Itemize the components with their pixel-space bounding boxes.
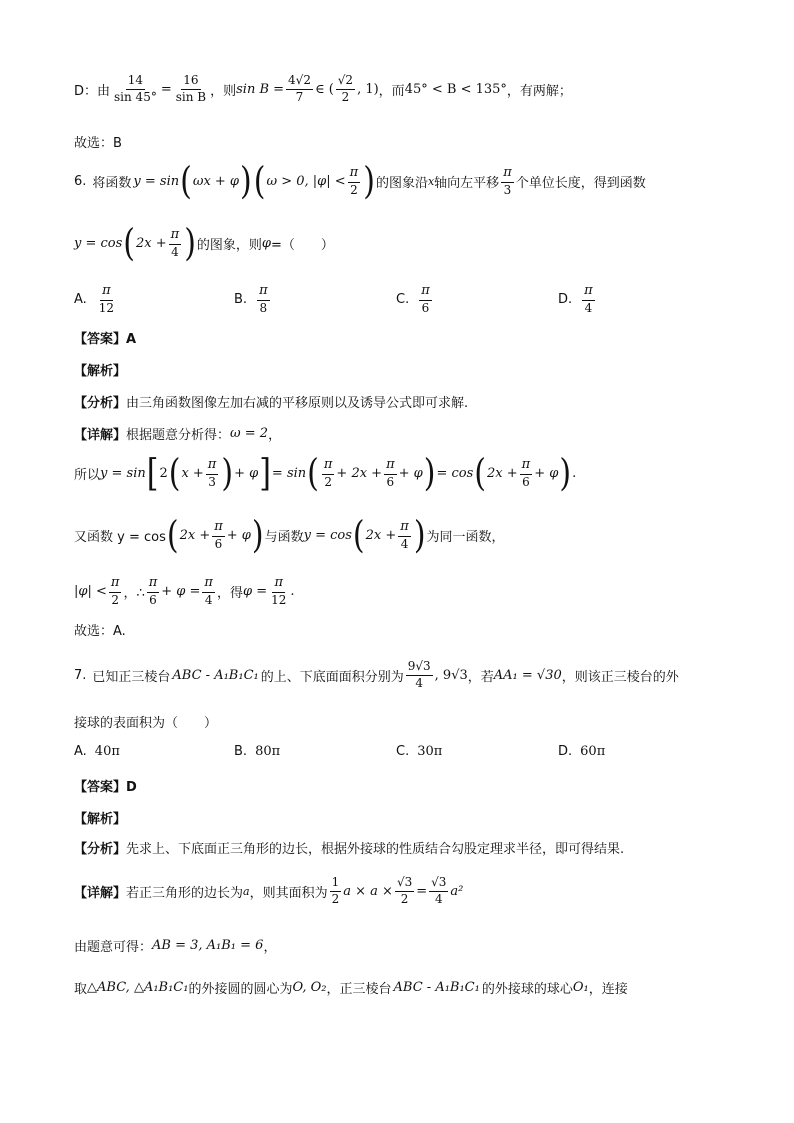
math: 45° < B < 135°	[404, 81, 507, 97]
option-label: A.	[74, 744, 87, 759]
fraction	[286, 74, 313, 105]
question-7-line-1	[74, 660, 679, 691]
numerator: 16	[181, 74, 200, 90]
math: y = cos	[74, 236, 123, 252]
numerator: √3	[429, 876, 448, 892]
option-value: 40π	[94, 744, 120, 759]
question-6-line-2: y = cos ( 2x + $\frac{\pi}{4}$ ) 的图象，则 φ =（ ）	[74, 221, 334, 266]
math: ∈ (	[314, 81, 334, 97]
math: ωx + φ	[192, 174, 240, 190]
math: y = sin	[133, 174, 180, 190]
text: 的上、下底面面积分别为	[260, 669, 404, 685]
text: D：由	[74, 83, 111, 99]
denominator: 3	[503, 182, 512, 197]
math: △ABC, △A₁B₁C₁	[87, 980, 189, 995]
text: 与函数	[264, 530, 304, 546]
option-c[interactable]	[396, 744, 442, 759]
numerator: π	[348, 166, 361, 183]
math: y = sin	[100, 466, 146, 482]
math: ABC - A₁B₁C₁	[393, 980, 480, 995]
math: a	[243, 884, 250, 898]
numerator: √2	[336, 74, 355, 90]
fraction	[202, 576, 215, 608]
analysis-tag: 【解析】	[74, 812, 127, 827]
math: + φ =	[161, 584, 201, 600]
denominator: 2	[111, 592, 119, 607]
math: =	[416, 883, 428, 899]
math: + φ	[226, 528, 251, 544]
fraction	[147, 576, 160, 608]
denominator: 6	[421, 300, 430, 315]
option-d[interactable]	[558, 744, 605, 759]
numerator: π	[100, 284, 113, 301]
answer-tag: 【答案】D	[74, 780, 137, 795]
option-label: C.	[396, 292, 410, 308]
math: x +	[181, 466, 204, 482]
fraction	[257, 284, 270, 316]
question-number: 6.	[74, 174, 87, 190]
fraction	[406, 660, 433, 691]
answer-6	[74, 328, 136, 347]
fenxi-7	[74, 838, 624, 857]
math: AB = 3, A₁B₁ = 6	[152, 938, 264, 953]
text: 的图象沿	[375, 176, 428, 192]
denominator: 2	[331, 891, 340, 906]
fraction	[336, 74, 355, 105]
denominator: 3	[208, 474, 216, 489]
math: = sin	[271, 466, 307, 482]
text: ，连接	[588, 982, 628, 997]
text: 已知正三棱台	[92, 669, 171, 685]
numerator: π	[582, 284, 595, 301]
math: 2x +	[179, 528, 211, 544]
math: a²	[450, 883, 464, 899]
denominator: 4	[415, 675, 424, 690]
text: 取	[74, 982, 88, 997]
denominator: 6	[149, 592, 157, 607]
numerator: π	[147, 576, 160, 593]
step-1: 所以 y = sin [ 2 ( x + $\frac{\pi}{3}$ ) + φ ] = sin ( $\frac{\pi}{2}$ + 2x + $\frac{\pi}{6}$ + φ ) = cos ( 2x + $\frac{\pi}{6}$ + φ ) .	[74, 451, 577, 496]
text: 接球的表面积为（ ）	[74, 716, 218, 731]
numerator: π	[257, 284, 270, 301]
numerator: π	[501, 166, 514, 183]
answer-choice-5	[74, 132, 122, 151]
denominator: 8	[259, 300, 268, 315]
math: , 9√3	[434, 667, 468, 683]
fraction	[520, 458, 533, 490]
text: 的外接圆的圆心为	[188, 982, 293, 997]
answer-choice-6	[74, 620, 126, 639]
analysis-7	[74, 808, 126, 827]
numerator: 4√2	[286, 74, 313, 90]
fenxi-6	[74, 392, 468, 411]
text: 又函数 y = cos	[74, 530, 166, 546]
text: 先求上、下底面正三角形的边长，根据外接球的性质结合勾股定理求半径，即可得结果.	[126, 842, 625, 857]
option-label: B.	[234, 292, 248, 308]
option-a[interactable]	[74, 744, 120, 759]
text: 个单位长度，得到函数	[515, 176, 646, 192]
option-label: D.	[558, 292, 573, 308]
denominator: 12	[98, 300, 115, 315]
text: ，	[268, 428, 282, 443]
text: 根据题意分析得：	[126, 428, 231, 443]
math: 2x +	[365, 528, 397, 544]
math: x	[427, 175, 435, 189]
step-3	[74, 576, 295, 608]
option-a[interactable]	[74, 284, 118, 316]
numerator: √3	[395, 876, 414, 892]
fraction	[212, 520, 225, 552]
line-9	[74, 978, 628, 997]
fraction	[269, 576, 288, 608]
question-6-line-1: 6. 将函数 y = sin ( ωx + φ ) ( ω > 0, |φ| < $\frac{\pi}{2}$ ) 的图象沿 x 轴向左平移 $\frac{\pi}{3}$ 个单位长度，得到函数	[74, 159, 646, 204]
fraction	[174, 74, 208, 105]
numerator: π	[419, 284, 432, 301]
text: ，得	[216, 586, 243, 602]
fraction	[384, 458, 397, 490]
section-tag: 【分析】	[74, 842, 127, 857]
numerator: π	[398, 520, 411, 537]
math: .	[572, 466, 577, 482]
math: AA₁ = √30	[493, 667, 562, 683]
math: 2x +	[487, 466, 518, 482]
section-tag: 【详解】	[74, 428, 127, 443]
denominator: 12	[271, 592, 287, 607]
fraction	[206, 458, 219, 490]
text: 由题意可得：	[74, 940, 153, 955]
denominator: 2	[350, 182, 358, 197]
math: + φ	[234, 466, 259, 482]
denominator: 7	[295, 89, 304, 104]
text: ，∴	[123, 586, 145, 602]
answer-tag: 【答案】A	[74, 332, 137, 347]
text: ，	[263, 940, 277, 955]
text: ，则	[210, 83, 237, 99]
math: =	[160, 81, 172, 97]
denominator: sin B	[175, 89, 207, 104]
denominator: 2	[341, 89, 350, 104]
math: |φ| <	[74, 584, 107, 600]
option-b[interactable]	[234, 744, 280, 759]
math: a × a ×	[343, 883, 393, 899]
text: ，则该正三棱台的外	[561, 669, 679, 685]
fraction	[169, 228, 182, 260]
math: .	[290, 584, 295, 600]
numerator: π	[206, 458, 219, 475]
text: 所以	[74, 468, 101, 484]
text: 由三角函数图像左加右减的平移原则以及诱导公式即可求解.	[126, 396, 469, 411]
analysis-tag: 【解析】	[74, 364, 127, 379]
option-c[interactable]	[396, 284, 434, 316]
option-label: D.	[558, 744, 573, 759]
option-value: 80π	[255, 744, 281, 759]
option-label: C.	[396, 744, 410, 759]
question-7-line-2	[74, 712, 217, 731]
text: 的图象，则	[196, 238, 262, 254]
fraction	[398, 520, 411, 552]
math: sin B =	[236, 81, 285, 97]
fraction	[330, 876, 342, 907]
math: 2	[159, 466, 168, 482]
denominator: 4	[204, 592, 213, 607]
math: + φ	[398, 466, 423, 482]
question-number: 7.	[74, 667, 87, 683]
text: 的外接球的球心	[481, 982, 573, 997]
math: + φ	[534, 466, 559, 482]
fraction	[109, 576, 122, 608]
denominator: 6	[522, 474, 530, 489]
denominator: 6	[214, 536, 223, 551]
denominator: 4	[400, 536, 409, 551]
math: O, O₂	[292, 980, 327, 995]
fraction	[429, 876, 448, 907]
numerator: 9√3	[406, 660, 433, 676]
math: O₁	[572, 980, 589, 995]
fraction	[97, 284, 116, 316]
option-d[interactable]	[558, 284, 597, 316]
text: 故选：A.	[74, 624, 126, 639]
numerator: π	[169, 228, 182, 245]
math: φ	[261, 236, 272, 252]
option-label: A.	[74, 292, 87, 308]
denominator: sin 45°	[114, 89, 157, 104]
section-tag: 【详解】	[74, 885, 127, 901]
text: =（ ）	[271, 238, 334, 254]
fraction	[348, 166, 361, 198]
text: 轴向左平移	[434, 176, 500, 192]
option-b[interactable]	[234, 284, 272, 316]
text: 若正三角形的边长为	[126, 885, 244, 901]
step-2: 又函数 y = cos ( 2x + $\frac{\pi}{6}$ + φ ) 与函数 y = cos ( 2x + $\frac{\pi}{4}$ ) 为同一函数，	[74, 513, 505, 558]
option-value: 30π	[417, 744, 443, 759]
text: ，而	[378, 83, 405, 99]
denominator: 6	[386, 474, 395, 489]
xiangjie-6	[74, 424, 281, 443]
math: φ =	[242, 584, 268, 600]
numerator: π	[322, 458, 335, 475]
math: , 1)	[357, 81, 379, 97]
math: + 2x +	[336, 466, 383, 482]
text: ，则其面积为	[249, 885, 328, 901]
numerator: 1	[330, 876, 342, 892]
text: 为同一函数，	[426, 530, 505, 546]
denominator: 4	[171, 244, 179, 259]
line-8	[74, 936, 276, 955]
text: ，若	[467, 669, 494, 685]
denominator: 4	[434, 891, 443, 906]
numerator: 14	[126, 74, 145, 90]
numerator: π	[212, 520, 225, 537]
text: ，正三棱台	[326, 982, 392, 997]
fraction	[395, 876, 414, 907]
math: ω = 2	[230, 426, 269, 441]
fraction	[322, 458, 335, 490]
denominator: 4	[584, 300, 593, 315]
text: 将函数	[92, 176, 132, 192]
math: y = cos	[303, 528, 352, 544]
fraction	[582, 284, 595, 316]
text: ，有两解；	[506, 83, 572, 99]
text: 故选：B	[74, 136, 122, 151]
analysis-6	[74, 360, 126, 379]
fraction	[419, 284, 432, 316]
option-d-explanation	[74, 74, 572, 105]
denominator: 2	[324, 474, 332, 489]
math: ω > 0, |φ| <	[266, 174, 346, 190]
numerator: π	[272, 576, 285, 593]
numerator: π	[520, 458, 533, 475]
numerator: π	[384, 458, 397, 475]
option-label: B.	[234, 744, 248, 759]
math: = cos	[436, 466, 474, 482]
math: 2x +	[136, 236, 167, 252]
math: ABC - A₁B₁C₁	[172, 667, 259, 683]
numerator: π	[202, 576, 215, 593]
numerator: π	[109, 576, 122, 593]
option-value: 60π	[580, 744, 606, 759]
fraction	[501, 166, 514, 198]
answer-7	[74, 776, 137, 795]
fraction	[112, 74, 159, 105]
denominator: 2	[400, 891, 409, 906]
section-tag: 【分析】	[74, 396, 127, 411]
xiangjie-7	[74, 876, 463, 907]
